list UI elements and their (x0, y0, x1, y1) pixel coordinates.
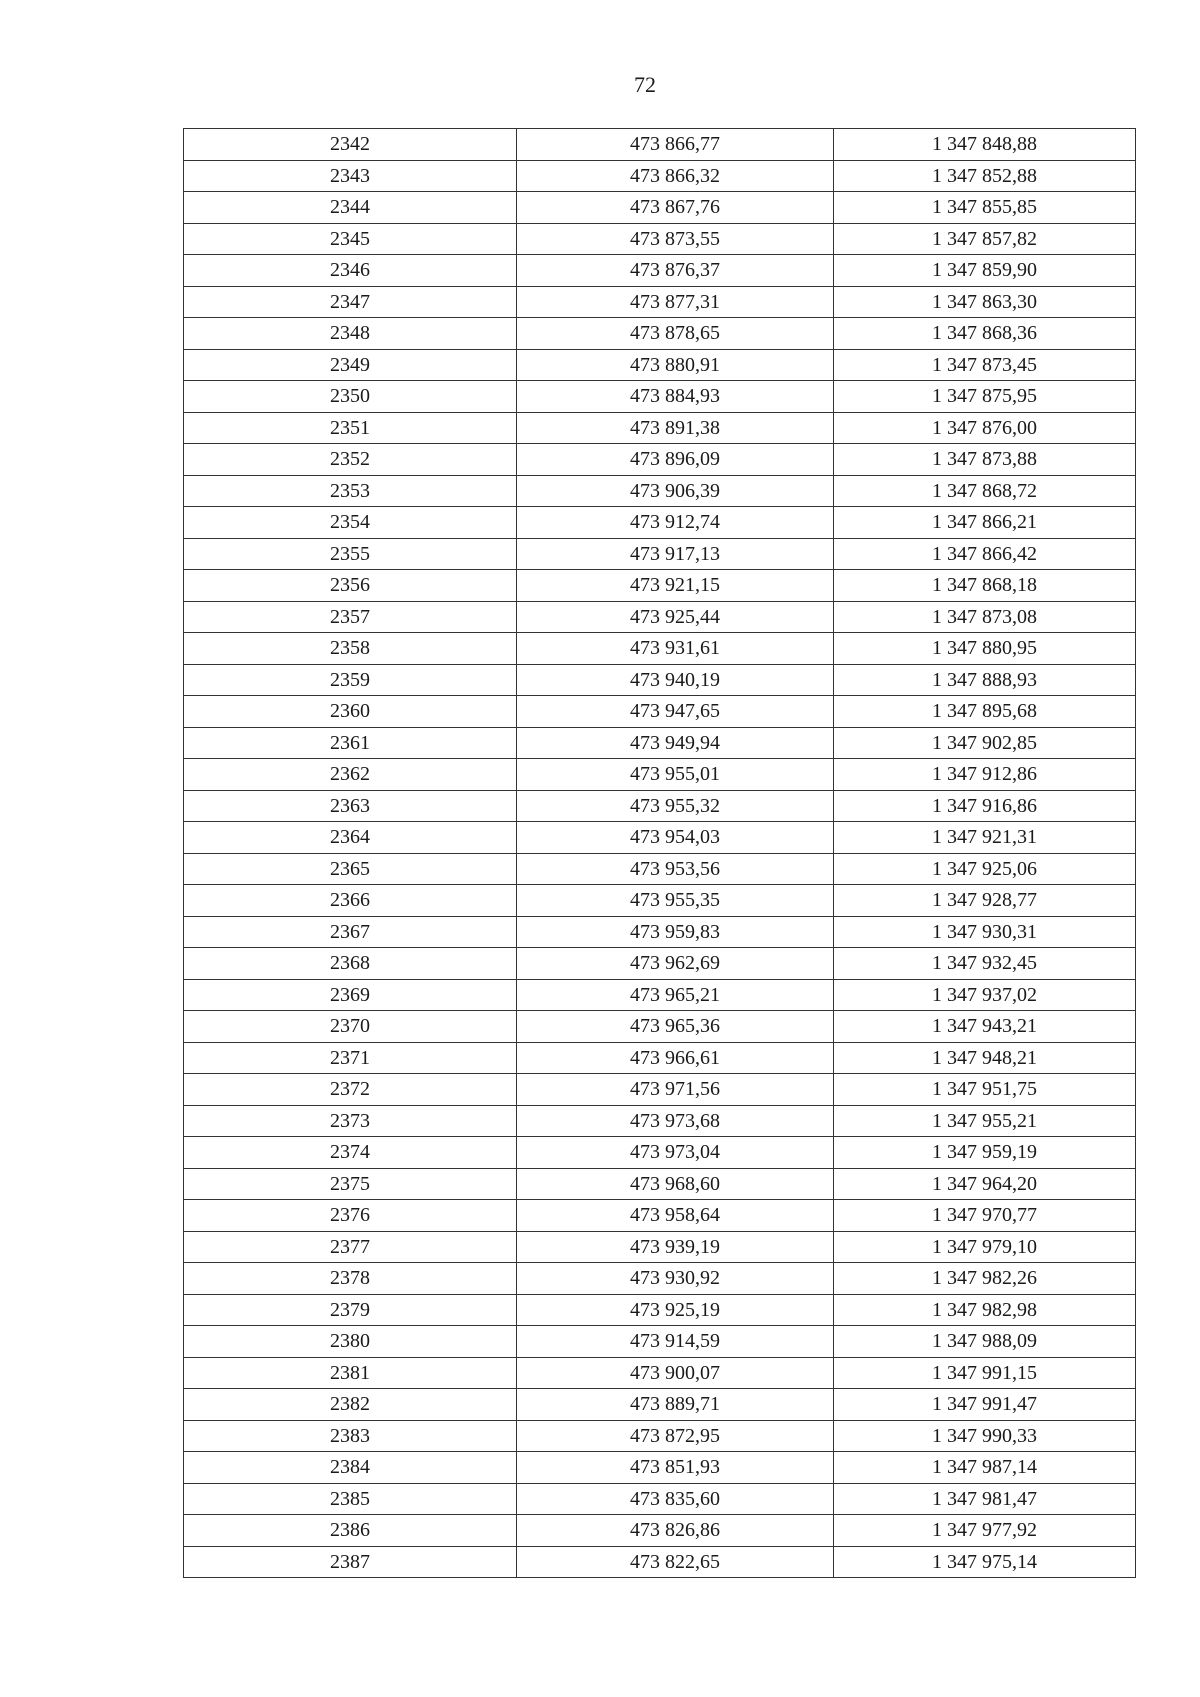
table-row (184, 1105, 1136, 1137)
y-coordinate-cell: 1 347 977,92 (834, 1515, 1136, 1547)
x-coordinate-cell: 473 872,95 (517, 1420, 834, 1452)
table-row (184, 916, 1136, 948)
table-row (184, 570, 1136, 602)
y-coordinate-cell: 1 347 979,10 (834, 1231, 1136, 1263)
y-coordinate-cell: 1 347 859,90 (834, 255, 1136, 287)
x-coordinate-cell: 473 949,94 (517, 727, 834, 759)
table-row (184, 1200, 1136, 1232)
x-coordinate-cell: 473 954,03 (517, 822, 834, 854)
y-coordinate-cell: 1 347 895,68 (834, 696, 1136, 728)
y-coordinate-cell: 1 347 987,14 (834, 1452, 1136, 1484)
point-number-cell: 2366 (184, 885, 517, 917)
point-number-cell: 2378 (184, 1263, 517, 1295)
x-coordinate-cell: 473 866,77 (517, 129, 834, 161)
x-coordinate-cell: 473 955,32 (517, 790, 834, 822)
y-coordinate-cell: 1 347 848,88 (834, 129, 1136, 161)
point-number-cell: 2370 (184, 1011, 517, 1043)
table-row (184, 1294, 1136, 1326)
point-number-cell: 2385 (184, 1483, 517, 1515)
y-coordinate-cell: 1 347 959,19 (834, 1137, 1136, 1169)
table-row (184, 885, 1136, 917)
point-number-cell: 2363 (184, 790, 517, 822)
table-row (184, 1011, 1136, 1043)
table-row (184, 1042, 1136, 1074)
table-row (184, 1231, 1136, 1263)
point-number-cell: 2357 (184, 601, 517, 633)
point-number-cell: 2381 (184, 1357, 517, 1389)
point-number-cell: 2380 (184, 1326, 517, 1358)
table-row (184, 664, 1136, 696)
y-coordinate-cell: 1 347 873,88 (834, 444, 1136, 476)
table-row (184, 475, 1136, 507)
table-row (184, 1389, 1136, 1421)
table-row (184, 822, 1136, 854)
point-number-cell: 2347 (184, 286, 517, 318)
table-row (184, 633, 1136, 665)
y-coordinate-cell: 1 347 981,47 (834, 1483, 1136, 1515)
y-coordinate-cell: 1 347 912,86 (834, 759, 1136, 791)
x-coordinate-cell: 473 947,65 (517, 696, 834, 728)
x-coordinate-cell: 473 878,65 (517, 318, 834, 350)
point-number-cell: 2354 (184, 507, 517, 539)
table-row (184, 349, 1136, 381)
y-coordinate-cell: 1 347 964,20 (834, 1168, 1136, 1200)
point-number-cell: 2359 (184, 664, 517, 696)
x-coordinate-cell: 473 958,64 (517, 1200, 834, 1232)
x-coordinate-cell: 473 822,65 (517, 1546, 834, 1578)
point-number-cell: 2348 (184, 318, 517, 350)
x-coordinate-cell: 473 835,60 (517, 1483, 834, 1515)
table-row (184, 507, 1136, 539)
table-row (184, 160, 1136, 192)
table-row (184, 381, 1136, 413)
y-coordinate-cell: 1 347 852,88 (834, 160, 1136, 192)
x-coordinate-cell: 473 966,61 (517, 1042, 834, 1074)
y-coordinate-cell: 1 347 888,93 (834, 664, 1136, 696)
table-row (184, 790, 1136, 822)
point-number-cell: 2371 (184, 1042, 517, 1074)
y-coordinate-cell: 1 347 876,00 (834, 412, 1136, 444)
point-number-cell: 2387 (184, 1546, 517, 1578)
y-coordinate-cell: 1 347 921,31 (834, 822, 1136, 854)
point-number-cell: 2372 (184, 1074, 517, 1106)
point-number-cell: 2386 (184, 1515, 517, 1547)
x-coordinate-cell: 473 889,71 (517, 1389, 834, 1421)
table-row (184, 1452, 1136, 1484)
table-row (184, 696, 1136, 728)
point-number-cell: 2375 (184, 1168, 517, 1200)
y-coordinate-cell: 1 347 916,86 (834, 790, 1136, 822)
point-number-cell: 2384 (184, 1452, 517, 1484)
point-number-cell: 2342 (184, 129, 517, 161)
x-coordinate-cell: 473 940,19 (517, 664, 834, 696)
point-number-cell: 2374 (184, 1137, 517, 1169)
x-coordinate-cell: 473 965,36 (517, 1011, 834, 1043)
table-row (184, 1326, 1136, 1358)
x-coordinate-cell: 473 930,92 (517, 1263, 834, 1295)
point-number-cell: 2376 (184, 1200, 517, 1232)
y-coordinate-cell: 1 347 868,36 (834, 318, 1136, 350)
table-row (184, 129, 1136, 161)
x-coordinate-cell: 473 876,37 (517, 255, 834, 287)
table-row (184, 223, 1136, 255)
table-row (184, 759, 1136, 791)
table-row (184, 1483, 1136, 1515)
y-coordinate-cell: 1 347 955,21 (834, 1105, 1136, 1137)
y-coordinate-cell: 1 347 875,95 (834, 381, 1136, 413)
coordinates-table-body (184, 129, 1136, 1578)
y-coordinate-cell: 1 347 880,95 (834, 633, 1136, 665)
point-number-cell: 2379 (184, 1294, 517, 1326)
x-coordinate-cell: 473 931,61 (517, 633, 834, 665)
point-number-cell: 2358 (184, 633, 517, 665)
y-coordinate-cell: 1 347 932,45 (834, 948, 1136, 980)
x-coordinate-cell: 473 925,19 (517, 1294, 834, 1326)
y-coordinate-cell: 1 347 991,15 (834, 1357, 1136, 1389)
point-number-cell: 2355 (184, 538, 517, 570)
y-coordinate-cell: 1 347 925,06 (834, 853, 1136, 885)
point-number-cell: 2344 (184, 192, 517, 224)
table-row (184, 1168, 1136, 1200)
y-coordinate-cell: 1 347 857,82 (834, 223, 1136, 255)
point-number-cell: 2369 (184, 979, 517, 1011)
y-coordinate-cell: 1 347 990,33 (834, 1420, 1136, 1452)
x-coordinate-cell: 473 914,59 (517, 1326, 834, 1358)
x-coordinate-cell: 473 867,76 (517, 192, 834, 224)
point-number-cell: 2345 (184, 223, 517, 255)
y-coordinate-cell: 1 347 937,02 (834, 979, 1136, 1011)
point-number-cell: 2377 (184, 1231, 517, 1263)
y-coordinate-cell: 1 347 930,31 (834, 916, 1136, 948)
x-coordinate-cell: 473 973,68 (517, 1105, 834, 1137)
y-coordinate-cell: 1 347 873,08 (834, 601, 1136, 633)
point-number-cell: 2368 (184, 948, 517, 980)
table-row (184, 1074, 1136, 1106)
y-coordinate-cell: 1 347 868,18 (834, 570, 1136, 602)
x-coordinate-cell: 473 939,19 (517, 1231, 834, 1263)
point-number-cell: 2382 (184, 1389, 517, 1421)
point-number-cell: 2365 (184, 853, 517, 885)
x-coordinate-cell: 473 925,44 (517, 601, 834, 633)
y-coordinate-cell: 1 347 928,77 (834, 885, 1136, 917)
point-number-cell: 2351 (184, 412, 517, 444)
coordinates-table (183, 128, 1136, 1578)
x-coordinate-cell: 473 973,04 (517, 1137, 834, 1169)
y-coordinate-cell: 1 347 991,47 (834, 1389, 1136, 1421)
x-coordinate-cell: 473 884,93 (517, 381, 834, 413)
y-coordinate-cell: 1 347 855,85 (834, 192, 1136, 224)
x-coordinate-cell: 473 917,13 (517, 538, 834, 570)
table-row (184, 538, 1136, 570)
point-number-cell: 2356 (184, 570, 517, 602)
table-row (184, 1357, 1136, 1389)
x-coordinate-cell: 473 962,69 (517, 948, 834, 980)
table-row (184, 1515, 1136, 1547)
y-coordinate-cell: 1 347 873,45 (834, 349, 1136, 381)
point-number-cell: 2349 (184, 349, 517, 381)
y-coordinate-cell: 1 347 948,21 (834, 1042, 1136, 1074)
x-coordinate-cell: 473 955,01 (517, 759, 834, 791)
point-number-cell: 2383 (184, 1420, 517, 1452)
x-coordinate-cell: 473 971,56 (517, 1074, 834, 1106)
y-coordinate-cell: 1 347 982,26 (834, 1263, 1136, 1295)
y-coordinate-cell: 1 347 982,98 (834, 1294, 1136, 1326)
table-row (184, 948, 1136, 980)
x-coordinate-cell: 473 873,55 (517, 223, 834, 255)
table-row (184, 318, 1136, 350)
point-number-cell: 2364 (184, 822, 517, 854)
table-row (184, 853, 1136, 885)
x-coordinate-cell: 473 900,07 (517, 1357, 834, 1389)
table-row (184, 601, 1136, 633)
x-coordinate-cell: 473 955,35 (517, 885, 834, 917)
x-coordinate-cell: 473 877,31 (517, 286, 834, 318)
x-coordinate-cell: 473 896,09 (517, 444, 834, 476)
y-coordinate-cell: 1 347 975,14 (834, 1546, 1136, 1578)
point-number-cell: 2346 (184, 255, 517, 287)
table-row (184, 727, 1136, 759)
x-coordinate-cell: 473 826,86 (517, 1515, 834, 1547)
point-number-cell: 2362 (184, 759, 517, 791)
x-coordinate-cell: 473 965,21 (517, 979, 834, 1011)
x-coordinate-cell: 473 851,93 (517, 1452, 834, 1484)
table-row (184, 1420, 1136, 1452)
point-number-cell: 2343 (184, 160, 517, 192)
page-number: 72 (634, 72, 656, 97)
y-coordinate-cell: 1 347 868,72 (834, 475, 1136, 507)
y-coordinate-cell: 1 347 951,75 (834, 1074, 1136, 1106)
y-coordinate-cell: 1 347 988,09 (834, 1326, 1136, 1358)
table-row (184, 255, 1136, 287)
table-row (184, 1137, 1136, 1169)
table-row (184, 192, 1136, 224)
x-coordinate-cell: 473 912,74 (517, 507, 834, 539)
table-row (184, 1546, 1136, 1578)
y-coordinate-cell: 1 347 902,85 (834, 727, 1136, 759)
x-coordinate-cell: 473 953,56 (517, 853, 834, 885)
point-number-cell: 2360 (184, 696, 517, 728)
table-row (184, 1263, 1136, 1295)
y-coordinate-cell: 1 347 970,77 (834, 1200, 1136, 1232)
table-row (184, 412, 1136, 444)
y-coordinate-cell: 1 347 943,21 (834, 1011, 1136, 1043)
x-coordinate-cell: 473 968,60 (517, 1168, 834, 1200)
table-row (184, 286, 1136, 318)
y-coordinate-cell: 1 347 863,30 (834, 286, 1136, 318)
table-row (184, 979, 1136, 1011)
point-number-cell: 2361 (184, 727, 517, 759)
point-number-cell: 2353 (184, 475, 517, 507)
x-coordinate-cell: 473 921,15 (517, 570, 834, 602)
x-coordinate-cell: 473 891,38 (517, 412, 834, 444)
x-coordinate-cell: 473 959,83 (517, 916, 834, 948)
point-number-cell: 2367 (184, 916, 517, 948)
y-coordinate-cell: 1 347 866,21 (834, 507, 1136, 539)
x-coordinate-cell: 473 906,39 (517, 475, 834, 507)
x-coordinate-cell: 473 866,32 (517, 160, 834, 192)
point-number-cell: 2350 (184, 381, 517, 413)
point-number-cell: 2373 (184, 1105, 517, 1137)
y-coordinate-cell: 1 347 866,42 (834, 538, 1136, 570)
x-coordinate-cell: 473 880,91 (517, 349, 834, 381)
table-row (184, 444, 1136, 476)
point-number-cell: 2352 (184, 444, 517, 476)
